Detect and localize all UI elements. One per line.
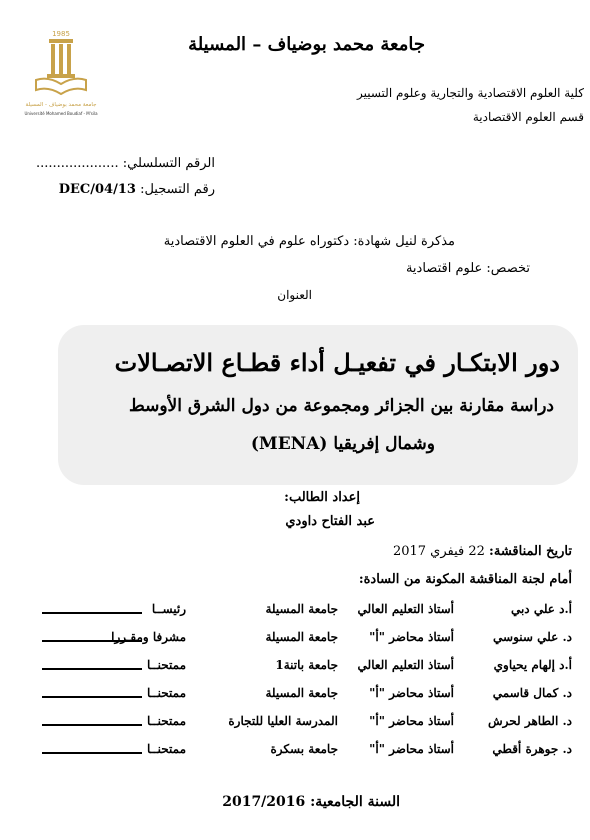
serial-value: .................... xyxy=(35,156,119,171)
university-logo xyxy=(24,28,98,122)
book-pillar-logo-icon xyxy=(24,28,98,122)
student-label: إعداد الطالب: xyxy=(284,490,360,505)
jury-member-university: المدرسة العليا للتجارة xyxy=(228,714,338,728)
jury-member-name: د. علي سنوسي xyxy=(493,630,572,644)
logo-latin-name: Université Mohamed Boudiaf - M'sila xyxy=(24,111,98,116)
table-row xyxy=(40,630,572,652)
jury-member-name: د. كمال قاسمي xyxy=(492,686,572,700)
table-row xyxy=(40,742,572,764)
specialty-line: تخصص: علوم اقتصادية xyxy=(405,261,530,276)
jury-member-rank: أستاذ محاضر "أ" xyxy=(369,630,454,644)
jury-member-role: ممتحنــا xyxy=(146,658,186,672)
jury-member-name: أ.د إلهام يحياوي xyxy=(493,658,572,672)
signature-line xyxy=(42,602,142,614)
logo-arabic-name: جامعة محمد بوضياف - المسيلة xyxy=(25,102,97,108)
jury-member-role: ممتحنــا xyxy=(146,742,186,756)
academic-year: السنة الجامعية: 2017/2016 xyxy=(222,794,400,810)
signature-line xyxy=(42,658,142,670)
jury-member-rank: أستاذ محاضر "أ" xyxy=(369,686,454,700)
jury-member-university: جامعة بسكرة xyxy=(270,742,338,756)
signature-line xyxy=(42,714,142,726)
jury-member-university: جامعة المسيلة xyxy=(265,602,338,616)
signature-line xyxy=(42,686,142,698)
jury-member-name: د. جوهرة أقطي xyxy=(492,742,572,756)
defense-date xyxy=(393,544,572,559)
title-label: العنوان xyxy=(277,288,312,302)
serial-number xyxy=(36,156,215,171)
thesis-title-main: دور الابتكـار في تفعيـل أداء قطـاع الاتصـالات xyxy=(114,348,560,377)
table-row xyxy=(40,658,572,680)
jury-member-university: جامعة باتنة1 xyxy=(275,658,338,672)
signature-line xyxy=(42,630,142,642)
jury-member-name: أ.د علي دبي xyxy=(510,602,572,616)
jury-member-university: جامعة المسيلة xyxy=(265,686,338,700)
jury-member-role: رئيســا xyxy=(151,602,186,616)
jury-member-role: مشرفا ومقـررا xyxy=(111,630,186,644)
signature-line xyxy=(42,742,142,754)
registration-label: رقم التسجيل: xyxy=(140,182,215,197)
jury-member-rank: أستاذ محاضر "أ" xyxy=(369,714,454,728)
department-name: قسم العلوم الاقتصادية xyxy=(472,110,584,124)
serial-label: الرقم التسلسلي: xyxy=(122,156,215,171)
table-row xyxy=(40,602,572,624)
university-name: جامعة محمد بوضياف – المسيلة xyxy=(188,34,425,55)
faculty-name: كلية العلوم الاقتصادية والتجارية وعلوم التسيير xyxy=(356,86,584,100)
table-row xyxy=(40,686,572,708)
jury-member-university: جامعة المسيلة xyxy=(265,630,338,644)
logo-year: 1985 xyxy=(52,30,70,38)
table-row xyxy=(40,714,572,736)
jury-member-role: ممتحنــا xyxy=(146,686,186,700)
registration-value: DEC/04/13 xyxy=(58,182,136,197)
thesis-title-subtitle-1: دراسة مقارنة بين الجزائر ومجموعة من دول الشرق الأوسط xyxy=(128,396,554,416)
jury-member-name: د. الطاهر لحرش xyxy=(488,714,572,728)
jury-title: أمام لجنة المناقشة المكونة من السادة: xyxy=(358,572,572,587)
jury-member-role: ممتحنــا xyxy=(146,714,186,728)
jury-member-rank: أستاذ التعليم العالي xyxy=(357,602,454,616)
jury-member-rank: أستاذ محاضر "أ" xyxy=(369,742,454,756)
registration-number xyxy=(59,182,215,197)
defense-date-label: تاريخ المناقشة: xyxy=(489,544,572,559)
degree-line: مذكرة لنيل شهادة: دكتوراه علوم في العلوم الاقتصادية xyxy=(163,234,455,249)
defense-date-value: 22 فيفري 2017 xyxy=(392,544,485,559)
jury-member-rank: أستاذ التعليم العالي xyxy=(357,658,454,672)
thesis-title-subtitle-2: وشمال إفريقيا (MENA) xyxy=(250,434,435,454)
student-name: عبد الفتاح داودي xyxy=(285,514,375,529)
